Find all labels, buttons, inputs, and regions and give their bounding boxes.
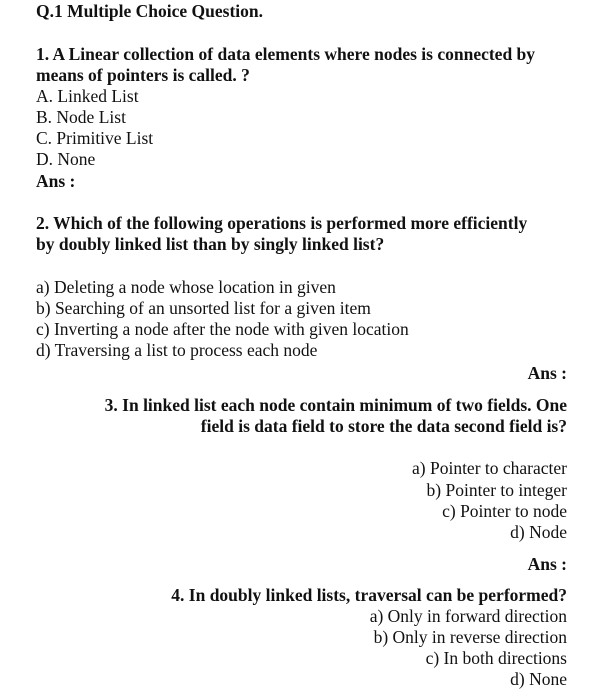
question-4-option-b: b) Only in reverse direction: [373, 627, 567, 647]
question-3-text-line-1: 3. In linked list each node contain minimum of two fields. One: [104, 395, 567, 415]
question-1-answer-label: Ans :: [36, 171, 76, 191]
question-4-option-a: a) Only in forward direction: [369, 606, 567, 626]
question-3-option-b: b) Pointer to integer: [426, 480, 567, 500]
question-1-text-line-2: means of pointers is called. ?: [36, 65, 250, 85]
question-3-option-c: c) Pointer to node: [442, 501, 567, 521]
question-2-option-c: c) Inverting a node after the node with given location: [36, 319, 409, 339]
question-3-option-d: d) Node: [510, 522, 567, 542]
question-2-answer-label: Ans :: [527, 363, 567, 383]
question-1-option-a: A. Linked List: [36, 86, 139, 106]
question-2-text-line-1: 2. Which of the following operations is performed more efficiently: [36, 213, 528, 233]
question-2-option-d: d) Traversing a list to process each node: [36, 340, 318, 360]
question-2-option-b: b) Searching of an unsorted list for a given item: [36, 298, 371, 318]
question-2-text-line-2: by doubly linked list than by singly linked list?: [36, 234, 385, 254]
question-3-answer-label: Ans :: [527, 554, 567, 574]
question-1-option-c: C. Primitive List: [36, 128, 154, 148]
question-3-option-a: a) Pointer to character: [412, 458, 567, 478]
question-4-option-d: d) None: [510, 669, 567, 689]
question-1-text-line-1: 1. A Linear collection of data elements where nodes is connected by: [36, 44, 536, 64]
question-4-text-line-1: 4. In doubly linked lists, traversal can be performed?: [171, 585, 567, 605]
question-2-option-a: a) Deleting a node whose location in given: [36, 277, 336, 297]
section-title: Q.1 Multiple Choice Question.: [36, 1, 264, 21]
question-4-option-c: c) In both directions: [425, 648, 567, 668]
question-3-text-line-2: field is data field to store the data second field is?: [200, 416, 567, 436]
question-1-option-b: B. Node List: [36, 107, 126, 127]
question-1-option-d: D. None: [36, 149, 96, 169]
